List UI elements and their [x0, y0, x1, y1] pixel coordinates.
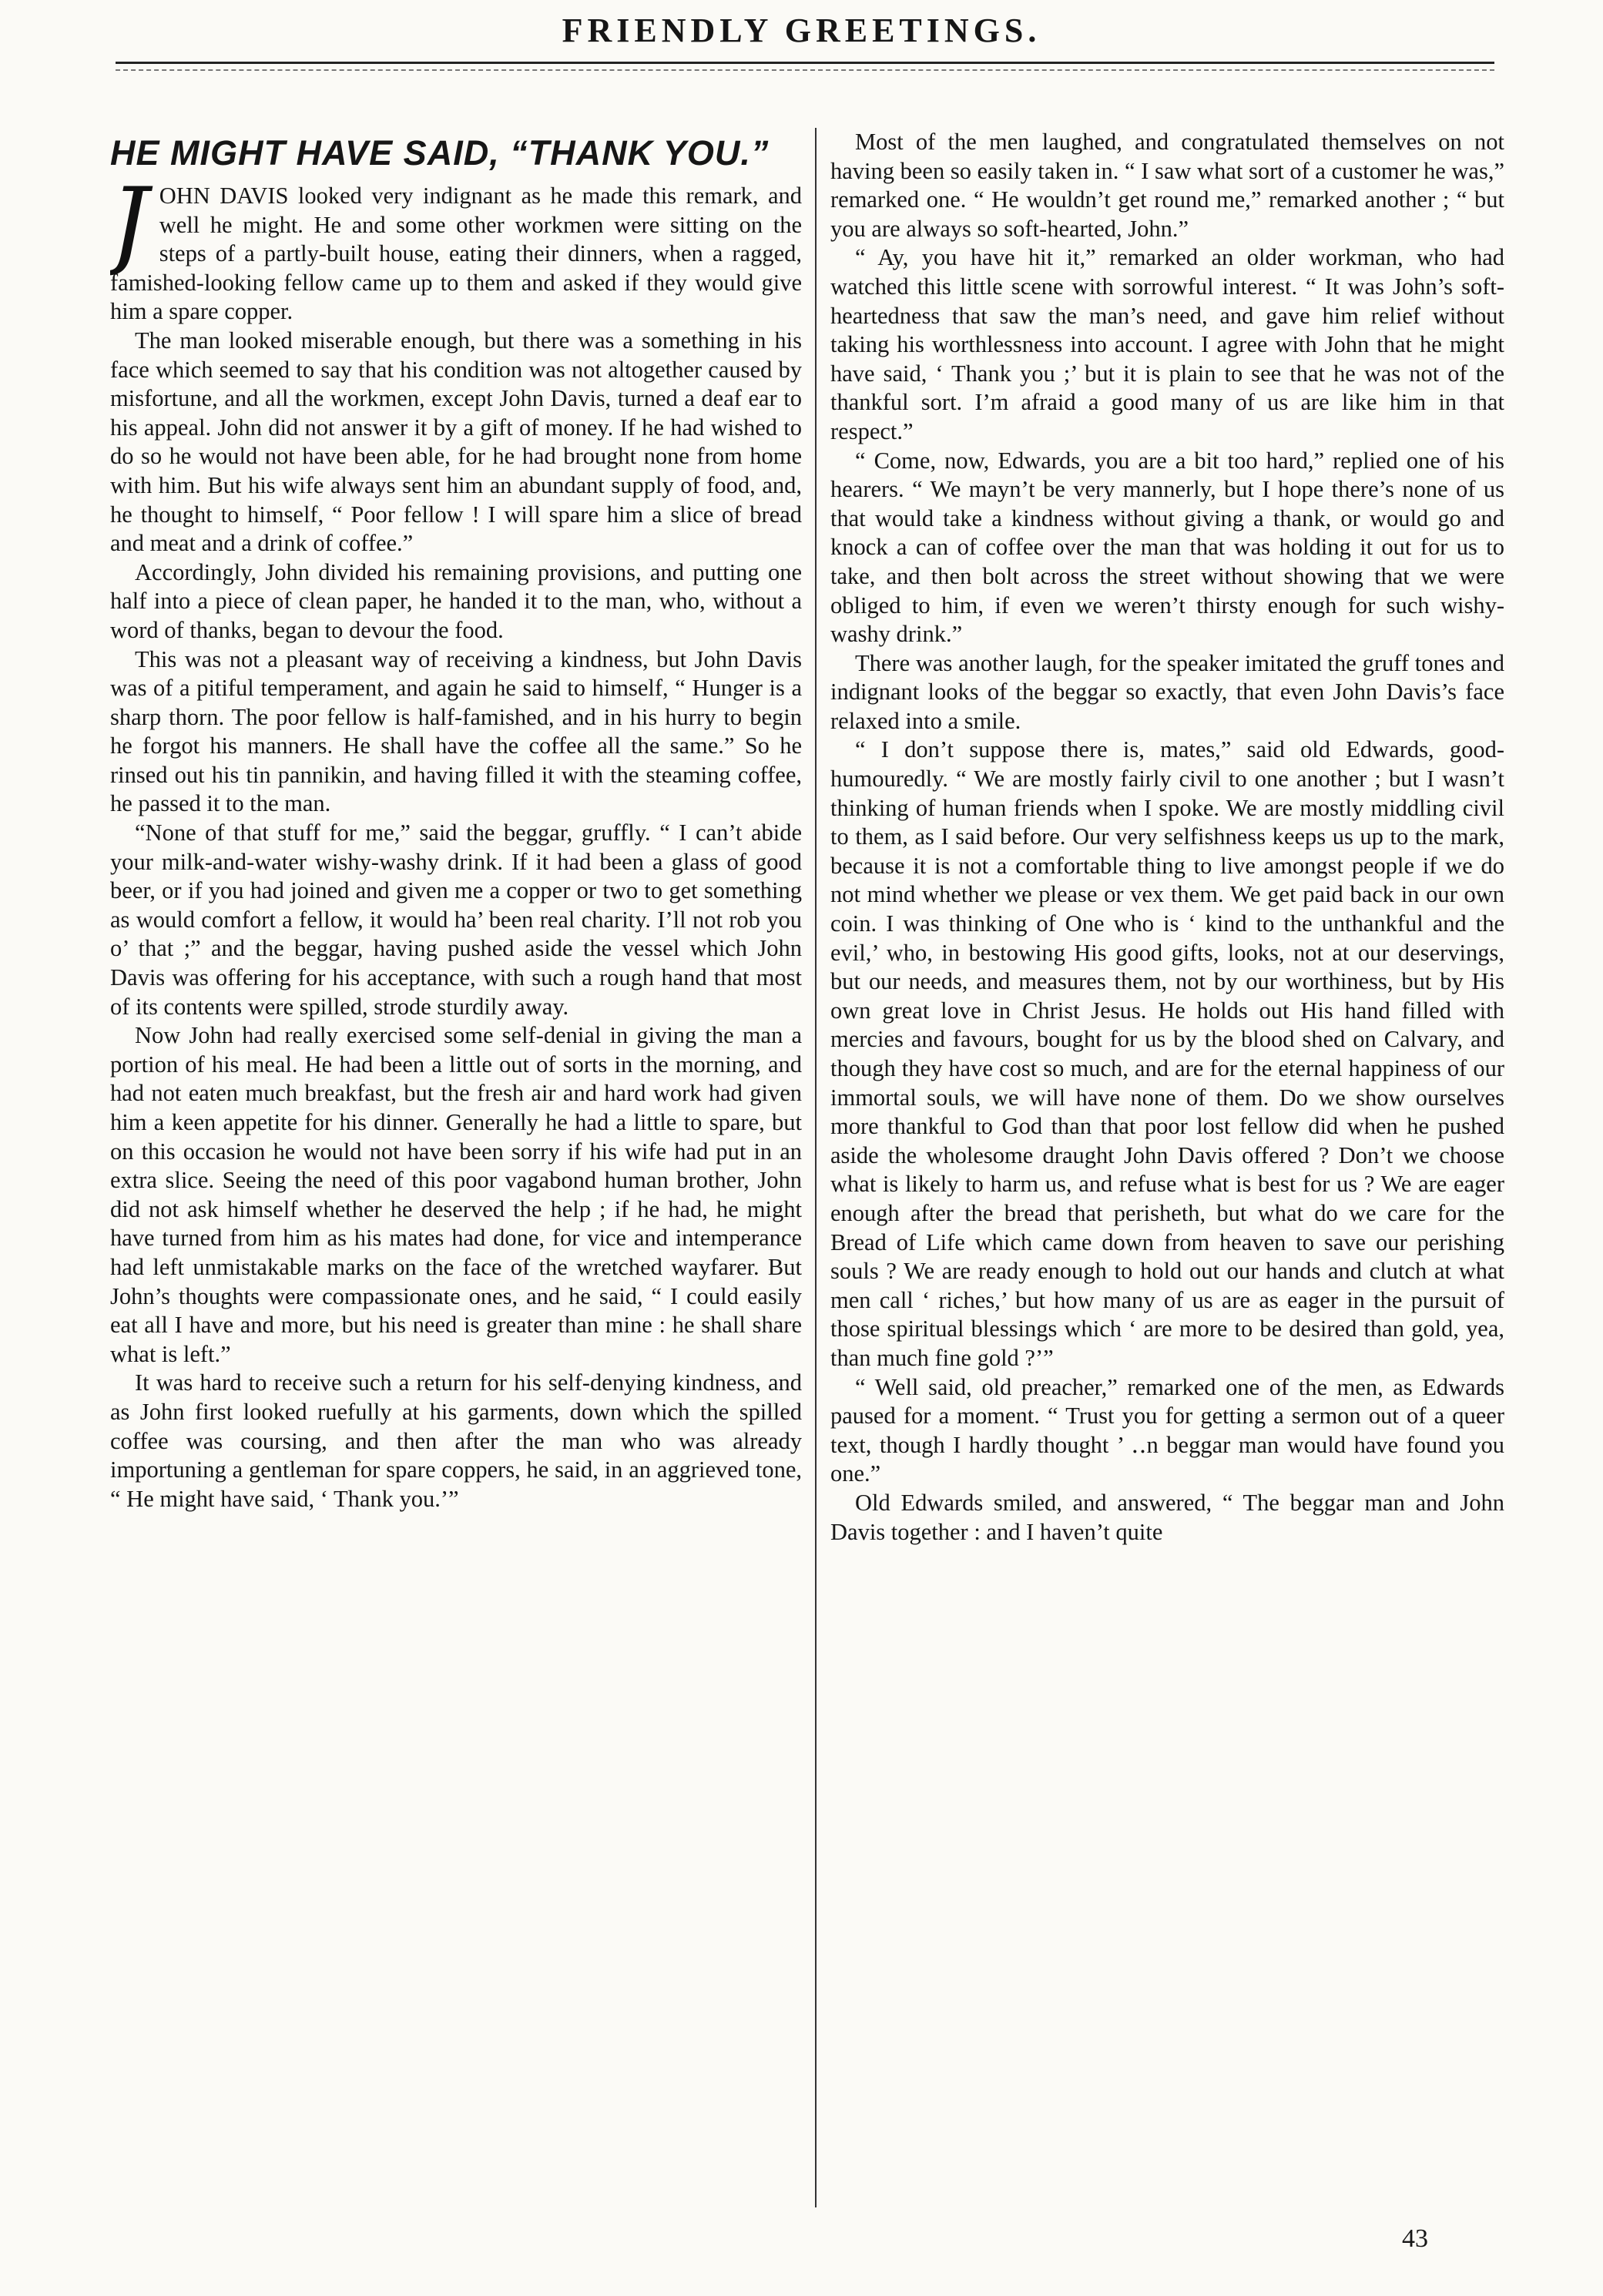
drop-cap: J [110, 168, 149, 279]
paragraph: It was hard to receive such a return for his self-denying kindness, and as John first looked ruefully at his garments, down which the spilled coffee was coursing, and then after the man who was already importuning a gentleman for spare coppers, he said, in an aggrieved tone, “ He might have said, ‘ Thank you.’” [110, 1369, 802, 1512]
page-number: 43 [1402, 2224, 1428, 2253]
paragraph: “ Ay, you have hit it,” remarked an older workman, who had watched this little scene with sorrowful interest. “ It was John’s soft-heartedness that saw the man’s need, and gave him relief without taking his worthlessness into account. I agree with John that he might have said, ‘ Thank you ;’ but it is plain to see that he was not of the thankful sort. I’m afraid a good many of us are like him in that respect.” [830, 244, 1504, 444]
running-header: FRIENDLY GREETINGS. [562, 12, 1041, 49]
column-divider [815, 128, 817, 2207]
paragraph: Old Edwards smiled, and answered, “ The beggar man and John Davis together : and I haven’t quite [830, 1489, 1504, 1545]
paragraph: Most of the men laughed, and congratulated themselves on not having been so easily taken in. “ I saw what sort of a customer he was,” remarked one. “ He wouldn’t get round me,” remarked another ; “ but you are always so soft-hearted, John.” [830, 129, 1504, 242]
header-rule [116, 62, 1494, 64]
paragraph: “ Come, now, Edwards, you are a bit too hard,” replied one of his hearers. “ We mayn’t be very mannerly, but I hope there’s none of us that would take a kindness without giving a thank, or would go and knock a can of coffee over the man that was holding it out for us to take, and then bolt across the street without showing that we were obliged to him, if even we weren’t thirsty enough for such wishy-washy drink.” [830, 447, 1504, 648]
paragraph: This was not a pleasant way of receiving a kindness, but John Davis was of a pitiful temperament, and again he said to himself, “ Hunger is a sharp thorn. The poor fellow is half-famished, and in his hurry to begin he forgot his manners. He shall have the coffee all the same.” So he rinsed out his tin pannikin, and having filled it with the steaming coffee, he passed it to the man. [110, 645, 802, 817]
paragraph: There was another laugh, for the speaker imitated the gruff tones and indignant looks of the beggar so exactly, that even John Davis’s face relaxed into a smile. [830, 649, 1504, 734]
paragraph: Accordingly, John divided his remaining provisions, and putting one half into a piece of clean paper, he handed it to the man, who, without a word of thanks, began to devour the food. [110, 558, 802, 643]
right-column [830, 128, 1504, 2207]
article-title: HE MIGHT HAVE SAID, “THANK YOU.” [110, 133, 770, 173]
paragraph: “ I don’t suppose there is, mates,” said old Edwards, good-humouredly. “ We are mostly fairly civil to one another ; but I wasn’t thinking of human friends when I spoke. We are mostly middling civil to them, as I said before. Our very selfishness keeps us up to the mark, because it is not a comfortable thing to live amongst people if we do not mind whether we please or vex them. We get paid back in our own coin. I was thinking of One who is ‘ kind to the unthankful and the evil,’ who, in bestowing His good gifts, looks, not at our deservings, but our needs, and measures them, not by our worthiness, but by His own great love in Christ Jesus. He holds out His hand filled with mercies and favours, bought for us by the blood shed on Calvary, and though they have cost so much, and are for the eternal happiness of our immortal souls, we will have none of them. Do we show ourselves more thankful to God than that poor lost fellow did when he pushed aside the wholesome draught John Davis offered ? Don’t we choose what is likely to harm us, and refuse what is best for us ? We are eager enough after the bread that perisheth, but what do we care for the Bread of Life which came down from heaven to save our perishing souls ? We are ready enough to hold out our hands and clutch at what men call ‘ riches,’ but how many of us are as eager in the pursuit of those spiritual blessings which ‘ are more to be desired than gold, yea, than much fine gold ?’” [830, 736, 1504, 1371]
paragraph: The man looked miserable enough, but there was a something in his face which seemed to say that his condition was not altogether caused by misfortune, and all the workmen, except John Davis, turned a deaf ear to his appeal. John did not answer it by a gift of money. If he had wished to do so he would not have been able, for he had brought none from home with him. But his wife always sent him an abundant supply of food, and, he thought to himself, “ Poor fellow ! I will spare him a slice of bread and meat and a drink of coffee.” [110, 327, 802, 557]
left-column [110, 132, 802, 2212]
header-rule-dashed [116, 69, 1494, 71]
first-paragraph [110, 168, 802, 327]
first-paragraph-text: OHN DAVIS looked very indignant as he made this remark, and well he might. He and some other workmen were sitting on the steps of a partly-built house, eating their dinners, when a ragged, famished-looking fellow came up to them and asked if they would give him a spare copper. [110, 183, 802, 325]
paragraph: “None of that stuff for me,” said the beggar, gruffly. “ I can’t abide your milk-and-water wishy-washy drink. If it had been a glass of good beer, or if you had joined and given me a copper or two to get something as would comfort a fellow, it would ha’ been real charity. I’ll not rob you o’ that ;” and the beggar, having pushed aside the vessel which John Davis was offering for his acceptance, with such a rough hand that most of its contents were spilled, strode sturdily away. [110, 820, 802, 1020]
paragraph: “ Well said, old preacher,” remarked one of the men, as Edwards paused for a moment. “ Trust you for getting a sermon out of a queer text, though I hardly thought ’ ‥n beggar man would have found you one.” [830, 1373, 1504, 1487]
paragraph: Now John had really exercised some self-denial in giving the man a portion of his meal. He had been a little out of sorts in the morning, and had not eaten much breakfast, but the fresh air and hard work had given him a keen appetite for his dinner. Generally he had a little to spare, but on this occasion he would not have been sorry if his wife had put in an extra slice. Seeing the need of this poor vagabond human brother, John did not ask himself whether he deserved the help ; if he had, he might have turned from him as his mates had done, for vice and intemperance had left unmistakable marks on the face of the wretched wayfarer. But John’s thoughts were compassionate ones, and he said, “ I could easily eat all I have and more, but his need is greater than mine : he shall share what is left.” [110, 1022, 802, 1367]
